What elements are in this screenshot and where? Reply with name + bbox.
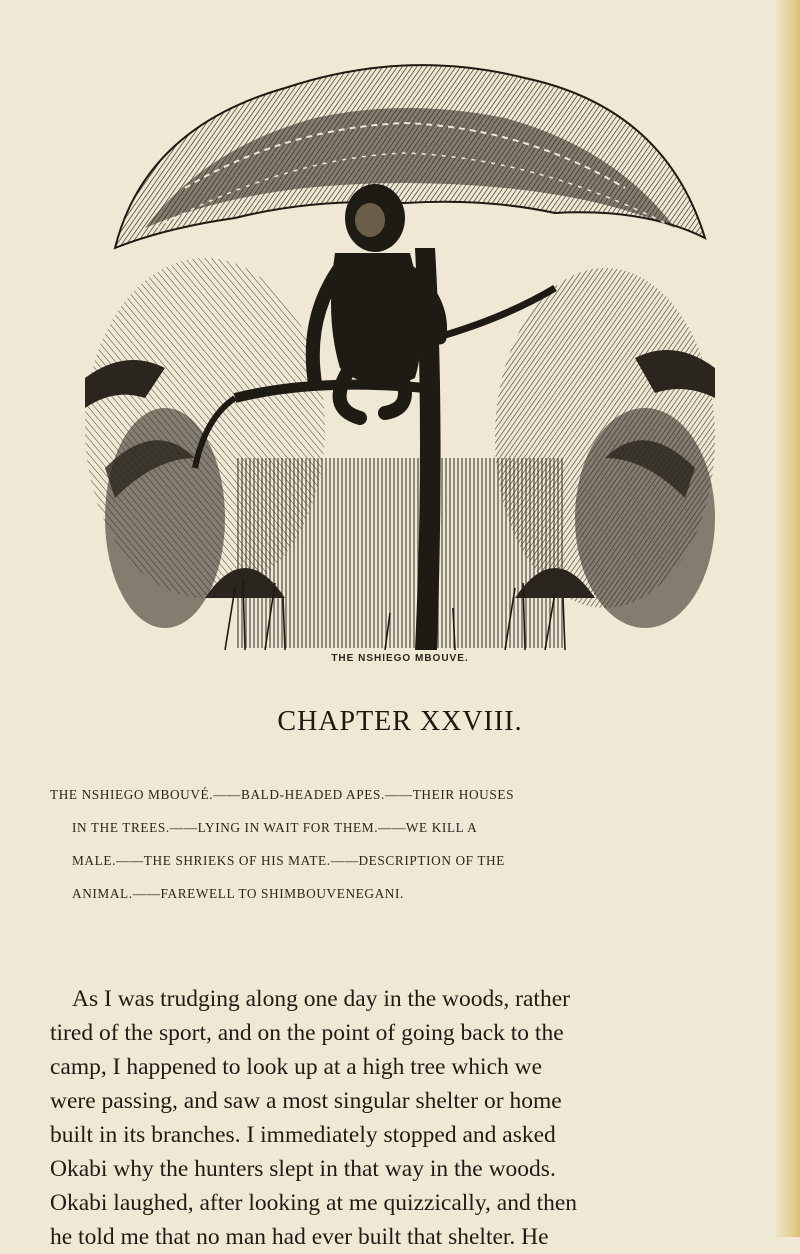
body-paragraph bbox=[50, 982, 740, 1254]
nshiego-engraving bbox=[85, 38, 715, 650]
body-line: built in its branches. I immediately stopped and asked bbox=[50, 1122, 556, 1148]
summary-line: ANIMAL.——FAREWELL TO SHIMBOUVENEGANI. bbox=[72, 886, 404, 901]
leafy-shelter-canopy bbox=[115, 65, 705, 248]
body-line: camp, I happened to look up at a high tree which we bbox=[50, 1054, 543, 1080]
chapter-title: CHAPTER XXVIII. bbox=[277, 706, 523, 737]
chapter-summary bbox=[50, 778, 740, 910]
summary-line: MALE.——THE SHRIEKS OF HIS MATE.——DESCRIPTION OF THE bbox=[72, 853, 505, 868]
body-line: were passing, and saw a most singular shelter or home bbox=[50, 1088, 562, 1114]
body-line: Okabi laughed, after looking at me quizzically, and then bbox=[50, 1190, 578, 1216]
body-line: Okabi why the hunters slept in that way in the woods. bbox=[50, 1156, 556, 1182]
page-edge bbox=[774, 0, 800, 1237]
body-line: As I was trudging along one day in the woods, rather bbox=[72, 986, 570, 1012]
illustration-caption: THE NSHIEGO MBOUVE. bbox=[331, 653, 469, 664]
body-line: he told me that no man had ever built that shelter. He bbox=[50, 1224, 549, 1250]
body-line: tired of the sport, and on the point of going back to the bbox=[50, 1020, 564, 1046]
summary-line: IN THE TREES.——LYING IN WAIT FOR THEM.——WE KILL A bbox=[72, 820, 478, 835]
summary-line: THE NSHIEGO MBOUVÉ.——BALD-HEADED APES.——THEIR HOUSES bbox=[50, 787, 515, 802]
